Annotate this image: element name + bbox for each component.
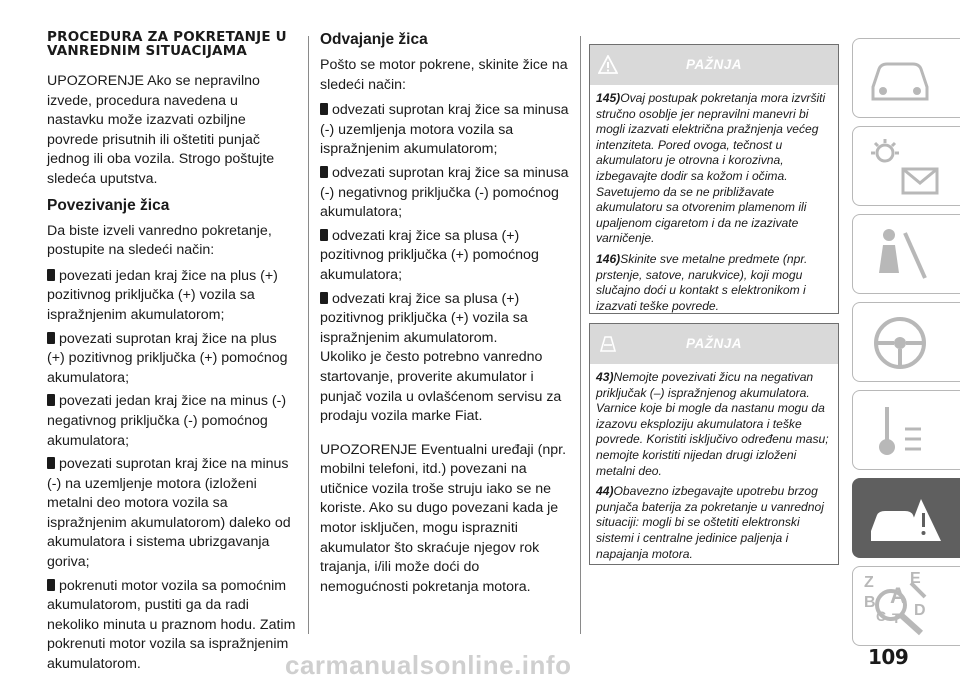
- tab-car[interactable]: [852, 38, 960, 118]
- list-item: odvezati kraj žice sa plusa (+) pozitivnog priključka (+) pomoćnog akumulatora;: [320, 227, 539, 283]
- warning-item: 146)Skinite sve metalne predmete (npr. prstenje, satove, narukvice), koji mogu slučajno doći u kontakt s elektronikom i izazvati teške povrede.: [596, 251, 808, 313]
- warning-paragraph: UPOZORENJE Eventualni uređaji (npr. mobilni telefoni, itd.) povezani na utičnice vozila troše struju iako se ne koriste. Ako su dugo povezani kada je motor isključen, mogu isprazniti akumulator što skraćuje njegov rok trajanja, i/ili može doći do nemogućnosti pokretanja motora.: [320, 441, 567, 595]
- list-item: pokrenuti motor vozila sa pomoćnim akumulatorom, pustiti ga da radi nekoliko minuta u praznom hodu. Zatim pokrenuti motor vozila sa ispražnjenim akumulatorom.: [47, 577, 296, 673]
- tab-safety[interactable]: [852, 214, 960, 294]
- bullet-square-icon: [47, 332, 55, 344]
- list-item: odvezati kraj žice sa plusa (+) pozitivnog priključka (+) vozila sa ispražnjenim akumulatorom.: [320, 290, 528, 346]
- bullet-square-icon: [47, 457, 55, 469]
- advice-paragraph: Ukoliko je često potrebno vanredno startovanje, proverite akumulator i punjač vozila u ovlašćenom servisu za prodaju vozila marke Fiat.: [320, 349, 562, 425]
- bullet-square-icon: [47, 579, 55, 591]
- warning-title: PAŽNJA: [685, 57, 742, 72]
- warning-box-1: [589, 44, 839, 314]
- subheading-connect: Povezivanje žica: [47, 196, 170, 214]
- list-item: povezati jedan kraj žice na minus (-) negativnog priključka (-) pomoćnog akumulatora;: [47, 393, 287, 449]
- svg-text:T: T: [892, 610, 901, 625]
- svg-text:Z: Z: [864, 574, 874, 591]
- warning-title: PAŽNJA: [685, 336, 742, 351]
- bullet-square-icon: [320, 103, 328, 115]
- warning-item: 43)Nemojte povezivati žicu na negativan priključak (–) ispražnjenog akumulatora. Varnice koje bi mogle da nastanu mogu da izazovu eksploziju akumulatora i teške povrede. Koristiti isključivo određenu masu; nemojte koristiti nijedan drugi izloženi metalni deo.: [596, 370, 829, 478]
- list-item: povezati suprotan kraj žice na plus (+) pozitivnog priključka (+) pomoćnog akumulatora;: [47, 330, 288, 386]
- svg-text:E: E: [910, 570, 921, 587]
- list-item: povezati jedan kraj žice na plus (+) pozitivnog priključka (+) vozila sa ispražnjenim akumulatorom;: [47, 267, 278, 323]
- list-item: povezati suprotan kraj žice na minus (-) na uzemljenje motora (izloženi metalni deo motora vozila sa ispražnjenim akumulatorom) daleko od akumulatora i sistema ubrizgavanja goriva;: [47, 456, 291, 571]
- warning-header: [590, 324, 838, 364]
- section-heading: PROCEDURA ZA POKRETANJE U VANREDNIM SITUACIJAMA: [47, 29, 287, 59]
- bullet-square-icon: [320, 229, 328, 241]
- column-1: [47, 30, 297, 678]
- warning-item: 145)Ovaj postupak pokretanja mora izvršiti stručno osoblje jer nepravilni manevri bi mogli izazvati električna pražnjenja većeg intenziteta. Pored ovoga, tečnost u akumulatoru je otrovna i korozivna, izbegavajte dodir sa kožom i očima. Savetujemo da se ne približavate akumulatoru sa otvorenim plamenom ili upaljenom cigaretom i da ne izazivate varničenje.: [596, 91, 826, 246]
- index-letters-icon: [862, 565, 942, 625]
- watermark: carmanualsonline.info: [285, 650, 572, 678]
- svg-text:B: B: [864, 594, 876, 611]
- list-item: odvezati suprotan kraj žice sa minusa (-) uzemljenja motora vozila sa ispražnjenim akumulatorom;: [320, 102, 569, 158]
- column-divider: [308, 36, 309, 634]
- seatbelt-airbag-icon: [865, 223, 935, 287]
- bullet-square-icon: [47, 269, 55, 281]
- tab-dashboard[interactable]: [852, 126, 960, 206]
- bullet-square-icon: [320, 166, 328, 178]
- steering-wheel-icon: [865, 311, 935, 375]
- warning-header: [590, 45, 838, 85]
- svg-text:C: C: [876, 608, 887, 624]
- bullet-square-icon: [47, 394, 55, 406]
- bullet-square-icon: [320, 292, 328, 304]
- key-icon: [865, 399, 935, 463]
- column-2: [320, 30, 570, 603]
- column-divider: [580, 36, 581, 634]
- car-icon: [865, 47, 935, 109]
- tab-driving[interactable]: [852, 302, 960, 382]
- list-item: odvezati suprotan kraj žice sa minusa (-) negativnog priključka (-) pomoćnog akumulatora;: [320, 164, 569, 221]
- warning-item: 44)Obavezno izbegavajte upotrebu brzog punjača baterija za pokretanje u vanrednoj situaciji: mogli bi se oštetiti elektronski sistemi i centralne jedinice paljenja i napajanja motora.: [596, 484, 824, 561]
- svg-text:A: A: [890, 583, 906, 608]
- svg-text:D: D: [914, 602, 926, 619]
- multimedia-icon: [866, 494, 936, 554]
- subheading-disconnect: Odvajanje žica: [320, 31, 428, 48]
- lead-paragraph: Da biste izveli vanredno pokretanje, postupite na sledeći način:: [47, 222, 272, 259]
- warning-box-2: [589, 323, 839, 565]
- dashboard-warning-icon: [865, 135, 945, 199]
- page-number: 109: [868, 645, 909, 669]
- warning-paragraph: UPOZORENJE Ako se nepravilno izvede, procedura navedena u nastavku može izazvati ozbiljne povrede prisutnih ili oštetiti punjač jednog ili oba vozila. Strogo poštujte sledeća uputstva.: [47, 73, 275, 187]
- tab-warning-lights[interactable]: [852, 390, 960, 470]
- lead-paragraph: Pošto se motor pokrene, skinite žice na sledeći način:: [320, 57, 568, 93]
